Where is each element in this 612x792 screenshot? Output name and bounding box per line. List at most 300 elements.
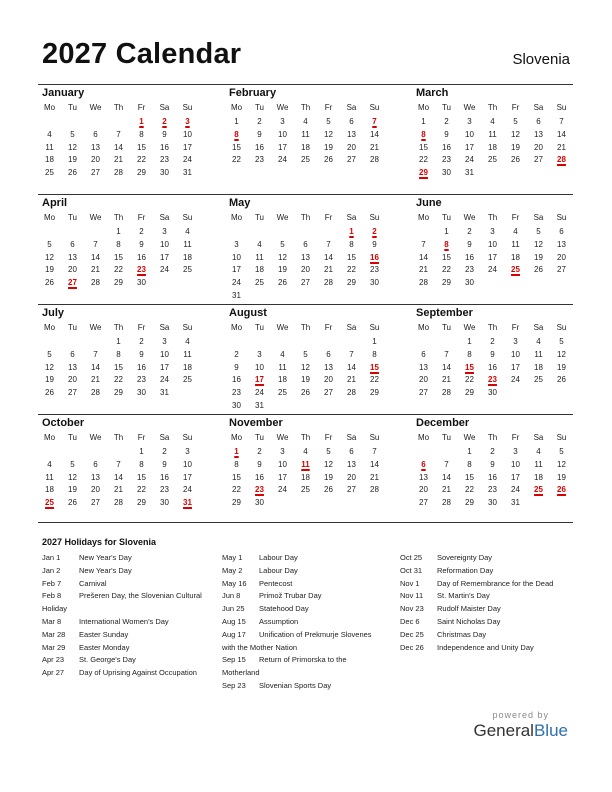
day-cell: 11: [488, 129, 497, 139]
day-cell: 19: [557, 362, 566, 372]
holiday-entry: [42, 654, 222, 667]
day-cell: 30: [232, 401, 241, 410]
day-cell: 16: [488, 472, 497, 482]
holiday-day-cell: 23: [255, 485, 264, 495]
day-cell: 29: [347, 278, 356, 288]
day-cell: 30: [160, 498, 169, 508]
day-cell: 12: [45, 362, 54, 372]
holiday-name: Primož Trubar Day: [259, 591, 322, 601]
day-cell: 16: [137, 362, 146, 372]
day-cell: 11: [278, 362, 287, 372]
holiday-entry: [400, 642, 580, 655]
day-cell: 6: [303, 239, 308, 249]
day-cell: 14: [419, 252, 428, 262]
weekday-label: Sa: [159, 433, 170, 442]
day-cell: 26: [278, 278, 287, 288]
day-cell: 24: [488, 265, 497, 275]
day-cell: 25: [45, 168, 54, 178]
day-cell: 2: [490, 447, 495, 456]
day-cell: 23: [255, 155, 264, 165]
weekday-label: Tu: [441, 103, 452, 112]
day-cell: 23: [465, 265, 474, 275]
day-cell: 5: [70, 129, 75, 139]
holiday-day-cell: 6: [421, 459, 426, 469]
day-cell: 13: [91, 472, 100, 482]
weekday-label: We: [463, 433, 476, 442]
day-cell: 16: [232, 375, 241, 385]
holiday-entry: [222, 629, 402, 642]
weekday-label: Sa: [346, 103, 357, 112]
month-september: [412, 306, 572, 411]
weekday-label: Su: [369, 433, 380, 442]
day-cell: 19: [324, 472, 333, 482]
day-cell: 2: [257, 447, 262, 456]
day-cell: 20: [68, 265, 77, 275]
day-cell: 24: [255, 388, 264, 398]
day-cell: 12: [68, 472, 77, 482]
holiday-name: Labour Day: [259, 565, 298, 575]
holiday-entry: [42, 578, 222, 591]
weekday-label: We: [463, 213, 476, 222]
holiday-date: Jun 8: [222, 591, 241, 601]
holiday-date: Dec 26: [400, 642, 424, 652]
weekday-label: Sa: [533, 433, 544, 442]
day-cell: 28: [442, 498, 451, 508]
weekday-label: Fr: [137, 103, 146, 112]
weekday-header: [225, 433, 385, 444]
day-cell: 11: [255, 252, 264, 262]
day-cell: 23: [160, 155, 169, 165]
day-cell: 22: [114, 265, 123, 275]
holiday-day-cell: 2: [372, 227, 377, 236]
day-cell: 16: [137, 252, 146, 262]
day-cell: 29: [370, 388, 379, 398]
day-cell: 6: [70, 239, 75, 249]
day-cell: 13: [301, 252, 310, 262]
day-cell: 20: [91, 485, 100, 495]
day-cell: 13: [419, 472, 428, 482]
weekday-label: Mo: [43, 323, 56, 332]
day-cell: 29: [465, 498, 474, 508]
weekday-label: Tu: [254, 213, 265, 222]
day-cell: 9: [139, 349, 144, 359]
holiday-name: St. George's Day: [79, 655, 136, 665]
weekday-label: We: [89, 323, 102, 332]
holiday-entry: [400, 603, 580, 616]
day-cell: 4: [490, 117, 495, 126]
day-cell: 25: [278, 388, 287, 398]
holiday-day-cell: 15: [465, 362, 474, 372]
day-cell: 30: [442, 168, 451, 178]
weekday-header: [225, 213, 385, 224]
holiday-name: International Women's Day: [79, 616, 169, 626]
day-cell: 26: [301, 388, 310, 398]
day-cell: 5: [536, 227, 541, 236]
day-cell: 4: [513, 227, 518, 236]
day-cell: 28: [91, 388, 100, 398]
day-cell: 6: [349, 117, 354, 126]
weekday-label: Th: [487, 433, 498, 442]
holiday-day-cell: 1: [349, 227, 354, 236]
holiday-day-cell: 16: [370, 252, 379, 262]
day-cell: 8: [234, 459, 239, 469]
day-cell: 21: [442, 375, 451, 385]
day-cell: 9: [257, 129, 262, 139]
day-cell: 21: [419, 265, 428, 275]
day-cell: 8: [467, 349, 472, 359]
day-cell: 31: [255, 401, 264, 410]
holiday-day-cell: 11: [301, 459, 310, 469]
month-name: March: [416, 87, 449, 99]
day-cell: 15: [137, 142, 146, 152]
month-march: [412, 86, 572, 191]
day-cell: 17: [488, 252, 497, 262]
day-cell: 7: [93, 349, 98, 359]
weekday-label: Mo: [417, 323, 430, 332]
weekday-label: Mo: [417, 103, 430, 112]
month-november: [225, 416, 385, 521]
day-cell: 18: [301, 142, 310, 152]
day-cell: 18: [301, 472, 310, 482]
holiday-day-cell: 25: [534, 485, 543, 495]
day-cell: 10: [278, 459, 287, 469]
weekday-label: Th: [300, 323, 311, 332]
day-cell: 27: [324, 388, 333, 398]
day-cell: 26: [68, 498, 77, 508]
day-cell: 5: [559, 337, 564, 346]
day-cell: 4: [536, 447, 541, 456]
weekday-label: We: [276, 323, 289, 332]
day-cell: 18: [45, 485, 54, 495]
day-cell: 22: [347, 265, 356, 275]
holiday-name: New Year's Day: [79, 553, 132, 562]
day-cell: 29: [232, 498, 241, 508]
day-cell: 29: [137, 498, 146, 508]
holiday-entry-continued: [42, 603, 222, 616]
day-cell: 27: [419, 498, 428, 508]
day-cell: 10: [255, 362, 264, 372]
weekday-label: Th: [487, 213, 498, 222]
day-cell: 31: [232, 291, 241, 300]
holiday-entry: [400, 565, 580, 578]
day-cell: 18: [278, 375, 287, 385]
weekday-label: Th: [113, 323, 124, 332]
day-cell: 15: [232, 472, 241, 482]
day-cell: 2: [490, 337, 495, 346]
day-cell: 3: [162, 337, 167, 346]
day-cell: 12: [511, 129, 520, 139]
day-cell: 17: [232, 265, 241, 275]
day-cell: 14: [91, 252, 100, 262]
day-cell: 1: [421, 117, 426, 126]
month-name: April: [42, 197, 68, 209]
day-cell: 18: [534, 362, 543, 372]
holiday-date: Feb 7: [42, 578, 62, 588]
weekday-label: Su: [182, 103, 193, 112]
day-cell: 15: [347, 252, 356, 262]
day-cell: 3: [162, 227, 167, 236]
day-cell: 13: [68, 252, 77, 262]
day-cell: 29: [114, 388, 123, 398]
day-cell: 16: [488, 362, 497, 372]
day-cell: 21: [91, 375, 100, 385]
holiday-name: St. Martin's Day: [437, 591, 490, 601]
day-cell: 25: [301, 155, 310, 165]
holiday-entry: [400, 578, 580, 591]
weekday-label: Tu: [67, 323, 78, 332]
weekday-label: We: [463, 103, 476, 112]
day-cell: 27: [419, 388, 428, 398]
holiday-name: New Year's Day: [79, 565, 132, 575]
holiday-date: Aug 15: [222, 616, 246, 626]
month-name: May: [229, 197, 251, 209]
holiday-date: Dec 6: [400, 616, 420, 626]
day-cell: 14: [114, 472, 123, 482]
day-cell: 26: [557, 375, 566, 385]
weekday-label: Su: [369, 103, 380, 112]
holiday-date: Mar 8: [42, 616, 62, 626]
day-cell: 27: [91, 168, 100, 178]
holiday-date: May 2: [222, 565, 243, 575]
holiday-date: Nov 23: [400, 604, 424, 614]
day-cell: 7: [559, 117, 564, 126]
day-cell: 11: [534, 459, 543, 469]
day-cell: 3: [513, 447, 518, 456]
month-name: November: [229, 417, 283, 429]
holiday-date: Nov 1: [400, 578, 420, 588]
day-cell: 4: [47, 459, 52, 469]
month-name: August: [229, 307, 267, 319]
day-cell: 20: [91, 155, 100, 165]
day-cell: 28: [419, 278, 428, 288]
day-cell: 9: [257, 459, 262, 469]
holiday-date: Sep 15: [222, 655, 246, 665]
day-cell: 16: [160, 472, 169, 482]
day-cell: 12: [534, 239, 543, 249]
day-cell: 13: [347, 129, 356, 139]
day-cell: 15: [114, 362, 123, 372]
day-cell: 14: [324, 252, 333, 262]
day-cell: 22: [465, 485, 474, 495]
day-cell: 2: [139, 337, 144, 346]
day-cell: 26: [45, 278, 54, 288]
day-cell: 22: [370, 375, 379, 385]
holiday-date: Mar 29: [42, 642, 66, 652]
day-cell: 18: [183, 362, 192, 372]
weekday-label: Mo: [43, 213, 56, 222]
weekday-label: We: [463, 323, 476, 332]
weekday-label: Sa: [346, 433, 357, 442]
day-cell: 12: [324, 129, 333, 139]
powered-by-label: powered by: [492, 710, 549, 720]
day-cell: 13: [68, 362, 77, 372]
holiday-day-cell: 31: [183, 498, 192, 508]
month-january: [38, 86, 198, 191]
day-cell: 25: [183, 265, 192, 275]
day-cell: 18: [488, 142, 497, 152]
weekday-label: Th: [300, 213, 311, 222]
holiday-date: Jun 25: [222, 604, 245, 614]
day-cell: 20: [324, 375, 333, 385]
day-cell: 26: [534, 265, 543, 275]
holiday-name: Reformation Day: [437, 565, 494, 575]
month-may: [225, 196, 385, 301]
weekday-label: Tu: [254, 323, 265, 332]
day-cell: 15: [465, 472, 474, 482]
day-cell: 19: [68, 155, 77, 165]
day-cell: 12: [557, 459, 566, 469]
day-cell: 24: [511, 485, 520, 495]
day-cell: 31: [160, 388, 169, 398]
weekday-label: Tu: [254, 103, 265, 112]
holiday-name: Pentecost: [259, 578, 293, 588]
day-cell: 19: [45, 265, 54, 275]
day-cell: 18: [511, 252, 520, 262]
day-cell: 30: [488, 388, 497, 398]
month-row-divider: [38, 414, 573, 415]
weekday-label: Fr: [324, 433, 333, 442]
day-cell: 6: [93, 129, 98, 139]
weekday-label: Su: [556, 103, 567, 112]
holiday-date: May 1: [222, 553, 243, 562]
day-cell: 18: [255, 265, 264, 275]
day-cell: 5: [326, 447, 331, 456]
day-cell: 10: [160, 349, 169, 359]
weekday-label: Fr: [137, 433, 146, 442]
day-cell: 24: [183, 155, 192, 165]
day-cell: 19: [68, 485, 77, 495]
day-cell: 5: [513, 117, 518, 126]
brand-name: [473, 721, 568, 741]
day-cell: 7: [444, 349, 449, 359]
day-cell: 20: [301, 265, 310, 275]
holiday-entry: [400, 590, 580, 603]
day-cell: 22: [114, 375, 123, 385]
day-cell: 4: [303, 447, 308, 456]
day-cell: 1: [467, 447, 472, 456]
weekday-label: Tu: [441, 213, 452, 222]
day-cell: 1: [467, 337, 472, 346]
month-name: October: [42, 417, 85, 429]
day-cell: 13: [557, 239, 566, 249]
day-cell: 2: [162, 447, 167, 456]
holiday-entry: [42, 565, 222, 578]
day-cell: 13: [534, 129, 543, 139]
day-cell: 17: [511, 472, 520, 482]
holiday-name: Day of Remembrance for the Dead: [437, 578, 554, 588]
weekday-label: We: [276, 213, 289, 222]
day-cell: 21: [370, 142, 379, 152]
holiday-day-cell: 3: [185, 117, 190, 126]
day-cell: 11: [534, 349, 543, 359]
day-cell: 20: [419, 485, 428, 495]
day-cell: 2: [234, 349, 239, 359]
day-cell: 18: [183, 252, 192, 262]
day-cell: 27: [534, 155, 543, 165]
day-cell: 1: [116, 337, 121, 346]
weekday-header: [38, 323, 198, 334]
weekday-label: Mo: [43, 433, 56, 442]
weekday-header: [412, 213, 572, 224]
day-cell: 17: [160, 252, 169, 262]
day-cell: 27: [68, 388, 77, 398]
weekday-label: Sa: [346, 323, 357, 332]
day-cell: 8: [139, 459, 144, 469]
weekday-label: Th: [113, 103, 124, 112]
holiday-entry: [222, 616, 402, 629]
day-cell: 10: [278, 129, 287, 139]
weekday-label: Th: [113, 213, 124, 222]
day-cell: 22: [232, 485, 241, 495]
day-cell: 28: [114, 498, 123, 508]
day-cell: 22: [232, 155, 241, 165]
day-cell: 3: [490, 227, 495, 236]
day-cell: 31: [511, 498, 520, 508]
day-cell: 24: [183, 485, 192, 495]
day-cell: 23: [137, 375, 146, 385]
holiday-date: Apr 27: [42, 668, 65, 678]
day-cell: 14: [442, 362, 451, 372]
day-cell: 19: [324, 142, 333, 152]
day-cell: 16: [255, 472, 264, 482]
day-cell: 13: [419, 362, 428, 372]
day-cell: 15: [419, 142, 428, 152]
weekday-label: Th: [300, 433, 311, 442]
day-cell: 4: [303, 117, 308, 126]
weekday-label: Su: [556, 433, 567, 442]
day-cell: 13: [324, 362, 333, 372]
holiday-name-continued: with the Mother Nation: [222, 642, 298, 652]
day-cell: 30: [137, 278, 146, 288]
holiday-day-cell: 1: [234, 447, 239, 456]
day-cell: 14: [370, 129, 379, 139]
day-cell: 10: [183, 459, 192, 469]
holiday-day-cell: 25: [511, 265, 520, 275]
day-cell: 25: [488, 155, 497, 165]
day-cell: 5: [47, 239, 52, 249]
holiday-entry: [222, 654, 402, 667]
day-cell: 24: [160, 265, 169, 275]
day-cell: 16: [442, 142, 451, 152]
weekday-header: [225, 323, 385, 334]
day-cell: 15: [137, 472, 146, 482]
day-cell: 12: [301, 362, 310, 372]
month-december: [412, 416, 572, 521]
day-cell: 7: [326, 239, 331, 249]
holiday-day-cell: 26: [557, 485, 566, 495]
weekday-label: Sa: [533, 213, 544, 222]
day-cell: 10: [511, 459, 520, 469]
day-cell: 14: [347, 362, 356, 372]
weekday-label: Sa: [159, 213, 170, 222]
weekday-label: Tu: [67, 103, 78, 112]
holiday-date: Mar 28: [42, 629, 66, 639]
day-cell: 9: [444, 129, 449, 139]
weekday-header: [225, 103, 385, 114]
day-cell: 12: [324, 459, 333, 469]
holiday-name: Rudolf Maister Day: [437, 604, 501, 614]
day-cell: 26: [324, 155, 333, 165]
day-cell: 20: [347, 142, 356, 152]
weekday-header: [38, 213, 198, 224]
month-row-divider: [38, 84, 573, 85]
weekday-label: Mo: [230, 323, 243, 332]
weekday-label: Tu: [67, 213, 78, 222]
holiday-name: Return of Primorska to the: [259, 655, 347, 665]
day-cell: 16: [255, 142, 264, 152]
day-cell: 23: [232, 388, 241, 398]
day-cell: 29: [442, 278, 451, 288]
